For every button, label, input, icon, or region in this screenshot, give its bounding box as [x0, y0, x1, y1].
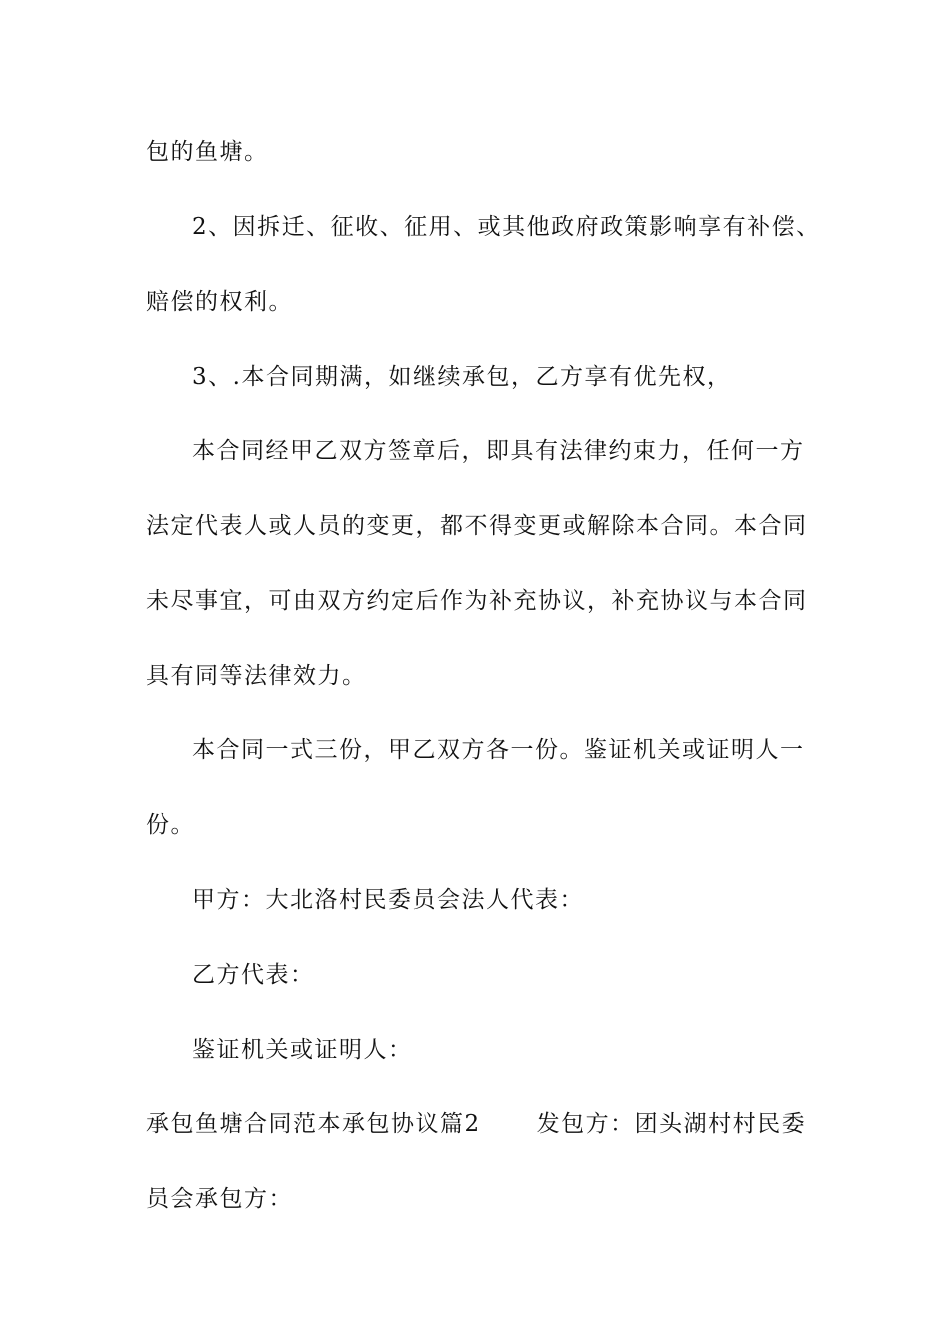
paragraph-line: 本合同一式三份，甲乙双方各一份。鉴证机关或证明人一: [192, 737, 805, 763]
paragraph-line: 员会承包方：: [146, 1186, 293, 1212]
paragraph-line: 未尽事宜，可由双方约定后作为补充协议，补充协议与本合同: [146, 588, 808, 614]
paragraph-line: 法定代表人或人员的变更，都不得变更或解除本合同。本合同: [146, 513, 808, 539]
paragraph-line: 具有同等法律效力。: [146, 663, 367, 689]
witness-line: 鉴证机关或证明人：: [192, 1037, 413, 1063]
party-a-line: 甲方：大北洛村民委员会法人代表：: [192, 887, 584, 913]
paragraph-line: 包的鱼塘。: [146, 139, 269, 165]
section-title: 承包鱼塘合同范本承包协议篇2: [146, 1111, 481, 1137]
party-b-line: 乙方代表：: [192, 962, 315, 988]
section-party: 发包方：团头湖村村民委: [536, 1111, 807, 1137]
paragraph-line: 赔偿的权利。: [146, 289, 293, 315]
paragraph-line: 3、.本合同期满，如继续承包，乙方享有优先权，: [192, 364, 732, 390]
paragraph-line: 2、因拆迁、征收、征用、或其他政府政策影响享有补偿、: [192, 214, 821, 240]
paragraph-line: 本合同经甲乙双方签章后，即具有法律约束力，任何一方: [192, 438, 805, 464]
paragraph-line: 份。: [146, 812, 195, 838]
section-heading-line: [146, 1109, 806, 1139]
